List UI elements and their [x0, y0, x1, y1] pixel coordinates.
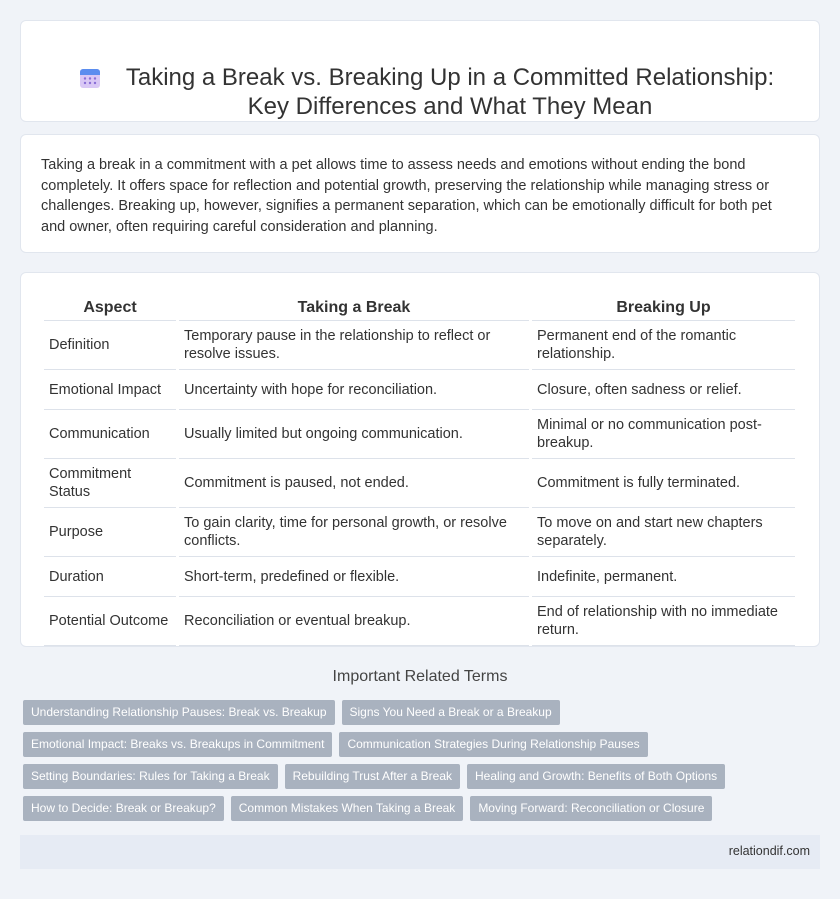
comparison-table [41, 297, 798, 646]
table-cell: Commitment is paused, not ended. [179, 459, 529, 508]
table-cell: Temporary pause in the relationship to reflect or resolve issues. [179, 321, 529, 370]
table-header-row [44, 297, 795, 321]
table-row [44, 370, 795, 410]
table-cell: To move on and start new chapters separately. [532, 508, 795, 557]
table-cell: Reconciliation or eventual breakup. [179, 597, 529, 646]
table-cell: Usually limited but ongoing communication. [179, 410, 529, 459]
table-row [44, 557, 795, 597]
table-cell: Definition [44, 321, 176, 370]
footer [20, 835, 820, 869]
comparison-card [20, 272, 820, 647]
table-cell: Uncertainty with hope for reconciliation. [179, 370, 529, 410]
column-header: Taking a Break [179, 297, 529, 321]
related-term-link[interactable]: Communication Strategies During Relationship Pauses [339, 732, 647, 757]
related-term-link[interactable]: Understanding Relationship Pauses: Break vs. Breakup [23, 700, 335, 725]
tag-row [23, 796, 803, 821]
table-row [44, 508, 795, 557]
table-cell: Short-term, predefined or flexible. [179, 557, 529, 597]
table-cell: Closure, often sadness or relief. [532, 370, 795, 410]
table-row [44, 410, 795, 459]
table-cell: Emotional Impact [44, 370, 176, 410]
table-row [44, 459, 795, 508]
column-header: Aspect [44, 297, 176, 321]
table-row [44, 321, 795, 370]
related-terms-list [23, 700, 803, 828]
table-cell: To gain clarity, time for personal growth, or resolve conflicts. [179, 508, 529, 557]
intro-card [20, 134, 820, 253]
related-terms-title: Important Related Terms [332, 668, 508, 685]
tag-row [23, 764, 803, 789]
related-term-link[interactable]: Signs You Need a Break or a Breakup [342, 700, 560, 725]
table-cell: Duration [44, 557, 176, 597]
table-cell: End of relationship with no immediate return. [532, 597, 795, 646]
table-cell: Minimal or no communication post-breakup. [532, 410, 795, 459]
related-term-link[interactable]: Rebuilding Trust After a Break [285, 764, 460, 789]
table-cell: Potential Outcome [44, 597, 176, 646]
related-term-link[interactable]: Setting Boundaries: Rules for Taking a Break [23, 764, 278, 789]
tag-row [23, 700, 803, 725]
related-term-link[interactable]: Emotional Impact: Breaks vs. Breakups in Commitment [23, 732, 332, 757]
table-row [44, 597, 795, 646]
footer-site-link[interactable]: relationdif.com [728, 844, 810, 858]
column-header: Breaking Up [532, 297, 795, 321]
page-title: Taking a Break vs. Breaking Up in a Committed Relationship: Key Differences and What They Mean [125, 64, 775, 120]
tag-row [23, 732, 803, 757]
related-term-link[interactable]: Common Mistakes When Taking a Break [231, 796, 464, 821]
table-cell: Commitment is fully terminated. [532, 459, 795, 508]
related-term-link[interactable]: How to Decide: Break or Breakup? [23, 796, 224, 821]
related-term-link[interactable]: Healing and Growth: Benefits of Both Options [467, 764, 725, 789]
table-cell: Communication [44, 410, 176, 459]
header-card [20, 20, 820, 122]
related-term-link[interactable]: Moving Forward: Reconciliation or Closure [470, 796, 712, 821]
table-cell: Commitment Status [44, 459, 176, 508]
table-cell: Permanent end of the romantic relationship. [532, 321, 795, 370]
intro-text: Taking a break in a commitment with a pet allows time to assess needs and emotions without ending the bond completely. It offers space for reflection and potential growth, preserving the relationship while managing stress or challenges. Breaking up, however, signifies a permanent separation, which can be emotionally difficult for both pet and owner, often requiring careful consideration and planning. [41, 157, 772, 235]
table-cell: Purpose [44, 508, 176, 557]
table-cell: Indefinite, permanent. [532, 557, 795, 597]
calendar-icon [78, 66, 102, 90]
